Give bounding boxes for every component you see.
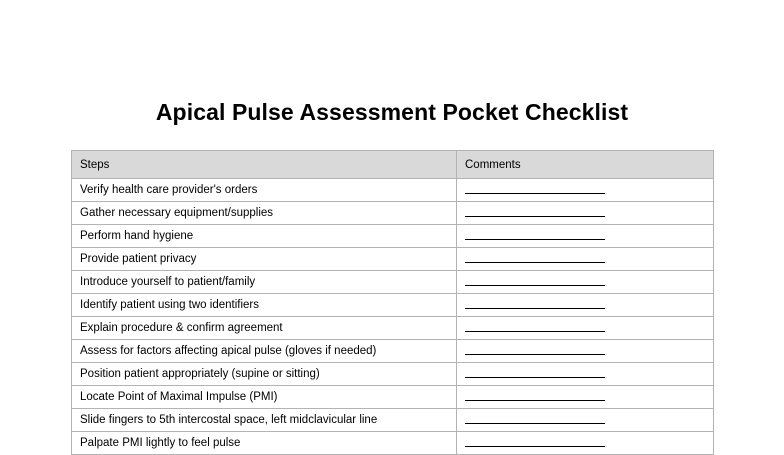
comment-blank-line [465, 423, 605, 424]
comment-cell[interactable] [457, 363, 714, 386]
comment-blank-line [465, 216, 605, 217]
comment-blank-line [465, 262, 605, 263]
comment-blank-line [465, 377, 605, 378]
step-cell: Provide patient privacy [72, 248, 457, 271]
table-row [72, 432, 714, 455]
table-row [72, 271, 714, 294]
comment-blank-line [465, 285, 605, 286]
table-row [72, 202, 714, 225]
comment-blank-line [465, 193, 605, 194]
table-row [72, 386, 714, 409]
comment-cell[interactable] [457, 432, 714, 455]
comment-cell[interactable] [457, 202, 714, 225]
table-row [72, 317, 714, 340]
comment-blank-line [465, 239, 605, 240]
comment-cell[interactable] [457, 225, 714, 248]
step-cell: Assess for factors affecting apical pulse (gloves if needed) [72, 340, 457, 363]
table-header-row [72, 151, 714, 179]
comments-column-header: Comments [457, 151, 714, 179]
steps-column-header: Steps [72, 151, 457, 179]
step-cell: Verify health care provider's orders [72, 179, 457, 202]
step-cell: Gather necessary equipment/supplies [72, 202, 457, 225]
comment-cell[interactable] [457, 409, 714, 432]
table-row [72, 363, 714, 386]
table-row [72, 294, 714, 317]
step-cell: Perform hand hygiene [72, 225, 457, 248]
step-cell: Locate Point of Maximal Impulse (PMI) [72, 386, 457, 409]
table-row [72, 248, 714, 271]
step-cell: Explain procedure & confirm agreement [72, 317, 457, 340]
table-row [72, 179, 714, 202]
step-cell: Slide fingers to 5th intercostal space, left midclavicular line [72, 409, 457, 432]
comment-cell[interactable] [457, 340, 714, 363]
table-row [72, 409, 714, 432]
comment-cell[interactable] [457, 179, 714, 202]
table-row [72, 340, 714, 363]
comment-cell[interactable] [457, 248, 714, 271]
comment-cell[interactable] [457, 386, 714, 409]
checklist-table [71, 150, 714, 455]
step-cell: Introduce yourself to patient/family [72, 271, 457, 294]
step-cell: Palpate PMI lightly to feel pulse [72, 432, 457, 455]
comment-cell[interactable] [457, 317, 714, 340]
comment-blank-line [465, 331, 605, 332]
table-row [72, 225, 714, 248]
comment-blank-line [465, 446, 605, 447]
comment-cell[interactable] [457, 294, 714, 317]
step-cell: Identify patient using two identifiers [72, 294, 457, 317]
comment-blank-line [465, 308, 605, 309]
step-cell: Position patient appropriately (supine or sitting) [72, 363, 457, 386]
comment-blank-line [465, 354, 605, 355]
comment-cell[interactable] [457, 271, 714, 294]
document-title: Apical Pulse Assessment Pocket Checklist [155, 99, 629, 125]
comment-blank-line [465, 400, 605, 401]
